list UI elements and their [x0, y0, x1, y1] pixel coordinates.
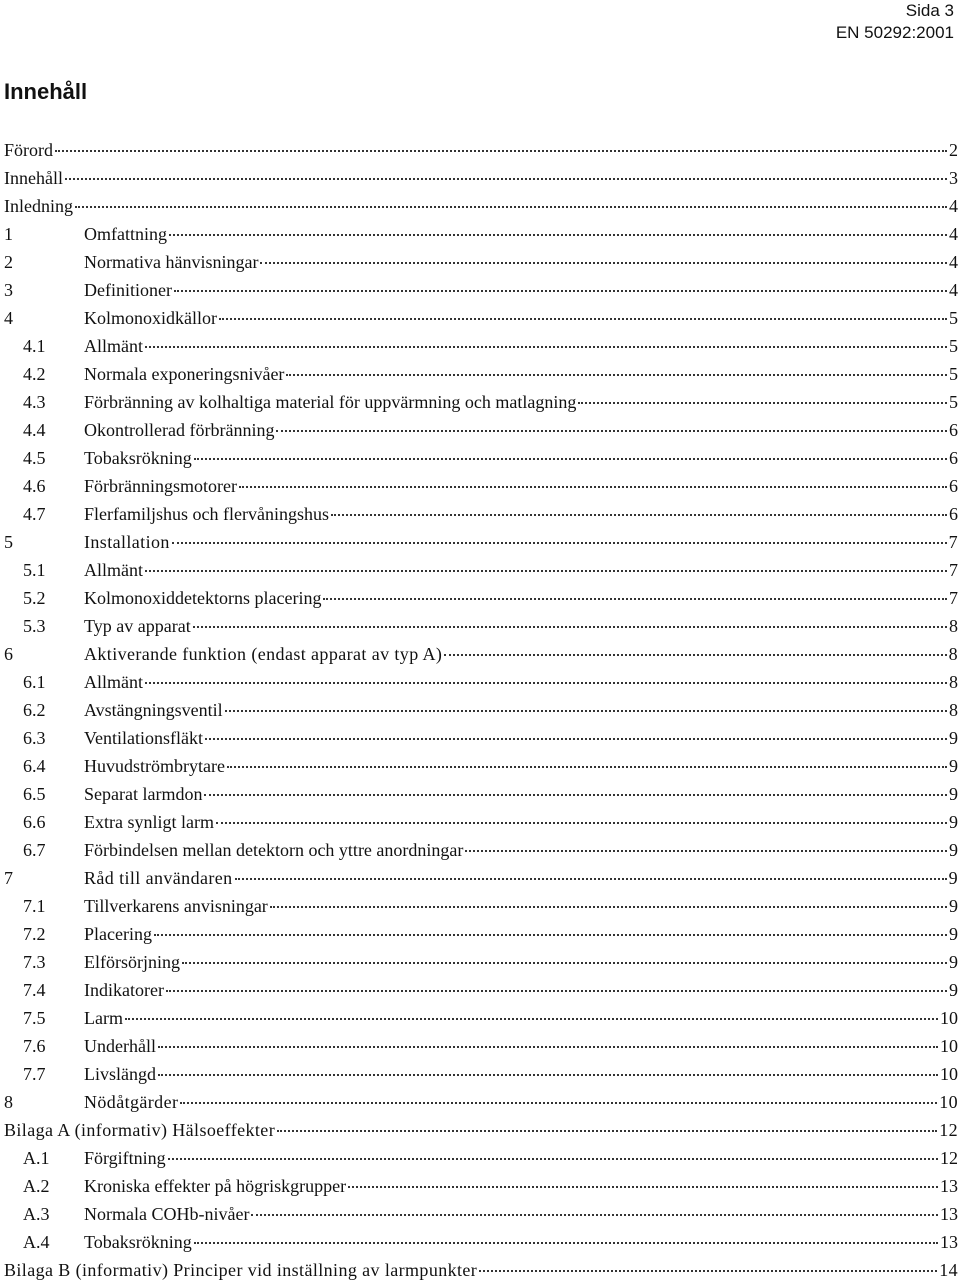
- toc-entry-page-number: 9: [949, 784, 958, 804]
- toc-dot-leader: [578, 401, 947, 404]
- toc-dot-leader: [219, 317, 947, 320]
- toc-entry-body: [84, 1032, 958, 1060]
- toc-dot-leader: [204, 793, 947, 796]
- toc-dot-leader: [158, 1073, 938, 1076]
- toc-dot-leader: [348, 1185, 938, 1188]
- toc-dot-leader: [479, 1269, 937, 1272]
- toc-dot-leader: [65, 177, 947, 180]
- toc-entry-body: [4, 1256, 958, 1284]
- toc-entry[interactable]: [0, 332, 960, 360]
- toc-entry-number: 7.7: [23, 1064, 46, 1084]
- toc-dot-leader: [216, 821, 947, 824]
- toc-entry-number: A.2: [23, 1176, 50, 1196]
- toc-entry-page-number: 10: [940, 1008, 958, 1028]
- toc-entry[interactable]: [0, 528, 960, 556]
- toc-entry-body: [84, 528, 958, 556]
- toc-entry-title: Bilaga B (informativ) Principer vid inställning av larmpunkter: [4, 1260, 478, 1280]
- toc-entry-page-number: 10: [940, 1064, 958, 1084]
- toc-entry-body: [84, 864, 958, 892]
- toc-entry[interactable]: [0, 892, 960, 920]
- toc-entry-number: 6.5: [23, 784, 46, 804]
- toc-entry[interactable]: [0, 164, 960, 192]
- toc-entry-page-number: 4: [949, 196, 958, 216]
- toc-entry-number: 6.6: [23, 812, 46, 832]
- toc-entry-body: [84, 1172, 958, 1200]
- toc-entry-page-number: 5: [949, 392, 958, 412]
- toc-entry[interactable]: [0, 472, 960, 500]
- toc-entry-title: Elförsörjning: [84, 952, 180, 972]
- toc-entry[interactable]: [0, 612, 960, 640]
- toc-entry-title: Allmänt: [84, 672, 143, 692]
- table-of-contents: [0, 136, 960, 1284]
- toc-dot-leader: [205, 737, 947, 740]
- toc-entry-number: 3: [4, 280, 13, 300]
- toc-entry[interactable]: [0, 668, 960, 696]
- toc-entry-page-number: 6: [949, 420, 958, 440]
- toc-entry-body: [84, 780, 958, 808]
- toc-entry-body: [4, 1116, 958, 1144]
- toc-entry-body: [84, 920, 958, 948]
- toc-entry-page-number: 8: [949, 700, 958, 720]
- toc-entry[interactable]: [0, 640, 960, 668]
- toc-entry[interactable]: [0, 276, 960, 304]
- toc-entry-title: Installation: [84, 532, 170, 552]
- toc-dot-leader: [194, 1241, 938, 1244]
- toc-entry[interactable]: [0, 304, 960, 332]
- toc-entry[interactable]: [0, 1172, 960, 1200]
- toc-entry-body: [84, 668, 958, 696]
- toc-entry-number: 6.3: [23, 728, 46, 748]
- toc-dot-leader: [270, 905, 947, 908]
- toc-entry-page-number: 9: [949, 840, 958, 860]
- toc-entry[interactable]: [0, 584, 960, 612]
- toc-entry-page-number: 9: [949, 812, 958, 832]
- toc-dot-leader: [154, 933, 947, 936]
- toc-entry-page-number: 9: [949, 924, 958, 944]
- toc-dot-leader: [174, 289, 947, 292]
- toc-dot-leader: [323, 597, 947, 600]
- toc-entry-title: Flerfamiljshus och flervåningshus: [84, 504, 329, 524]
- toc-entry-number: 4.4: [23, 420, 46, 440]
- toc-entry-page-number: 7: [948, 532, 958, 552]
- toc-entry-title: Okontrollerad förbränning: [84, 420, 275, 440]
- toc-entry-body: [84, 612, 958, 640]
- toc-entry-body: [84, 500, 958, 528]
- toc-dot-leader: [158, 1045, 938, 1048]
- toc-entry-number: 4.5: [23, 448, 46, 468]
- toc-entry-page-number: 9: [949, 896, 958, 916]
- toc-entry-page-number: 6: [949, 448, 958, 468]
- toc-entry-title: Tobaksrökning: [84, 448, 192, 468]
- toc-entry-number: 7.5: [23, 1008, 46, 1028]
- toc-entry[interactable]: [0, 388, 960, 416]
- toc-dot-leader: [465, 849, 947, 852]
- toc-entry[interactable]: [0, 1004, 960, 1032]
- toc-entry-title: Normala exponeringsnivåer: [84, 364, 285, 384]
- toc-entry[interactable]: [0, 192, 960, 220]
- toc-entry-title: Allmänt: [84, 336, 143, 356]
- toc-entry-title: Allmänt: [84, 560, 143, 580]
- toc-entry-page-number: 5: [949, 364, 958, 384]
- toc-dot-leader: [169, 233, 947, 236]
- toc-entry-body: [84, 948, 958, 976]
- toc-entry-body: [84, 724, 958, 752]
- toc-entry-body: [84, 1144, 958, 1172]
- toc-entry-page-number: 4: [949, 252, 958, 272]
- toc-entry-title: Normala COHb-nivåer: [84, 1204, 250, 1224]
- toc-entry-title: Omfattning: [84, 224, 167, 244]
- toc-entry-page-number: 7: [949, 588, 958, 608]
- toc-entry-body: [84, 696, 958, 724]
- toc-entry-number: 4: [4, 308, 13, 328]
- toc-entry-body: [84, 1088, 958, 1116]
- toc-entry-page-number: 6: [949, 476, 958, 496]
- toc-entry[interactable]: [0, 1228, 960, 1256]
- toc-entry-page-number: 13: [940, 1204, 958, 1224]
- toc-entry-body: [84, 276, 958, 304]
- toc-entry-number: 6.1: [23, 672, 46, 692]
- toc-entry-title: Förgiftning: [84, 1148, 166, 1168]
- toc-entry[interactable]: [0, 808, 960, 836]
- toc-entry-title: Förbindelsen mellan detektorn och yttre anordningar: [84, 840, 464, 860]
- toc-entry-number: 2: [4, 252, 13, 272]
- toc-dot-leader: [331, 513, 947, 516]
- toc-entry-title: Inledning: [4, 196, 73, 216]
- toc-entry-page-number: 8: [948, 644, 958, 664]
- toc-entry-title: Kroniska effekter på högriskgrupper: [84, 1176, 347, 1196]
- toc-entry[interactable]: [0, 1256, 960, 1284]
- toc-dot-leader: [55, 149, 947, 152]
- toc-entry-page-number: 9: [948, 868, 958, 888]
- toc-entry[interactable]: [0, 220, 960, 248]
- toc-entry-number: 4.3: [23, 392, 46, 412]
- toc-entry-number: 7.1: [23, 896, 46, 916]
- toc-entry[interactable]: [0, 556, 960, 584]
- toc-dot-leader: [276, 429, 947, 432]
- toc-entry-title: Indikatorer: [84, 980, 164, 1000]
- toc-entry-title: Förbränningsmotorer: [84, 476, 237, 496]
- toc-entry-body: [4, 164, 958, 192]
- toc-entry-number: 7.2: [23, 924, 46, 944]
- toc-entry-title: Larm: [84, 1008, 123, 1028]
- toc-entry-body: [84, 248, 958, 276]
- toc-entry-title: Kolmonoxiddetektorns placering: [84, 588, 322, 608]
- toc-entry-number: 1: [4, 224, 13, 244]
- toc-entry-page-number: 8: [949, 616, 958, 636]
- toc-entry-title: Definitioner: [84, 280, 172, 300]
- toc-entry-page-number: 9: [949, 728, 958, 748]
- toc-entry-number: 7.6: [23, 1036, 46, 1056]
- toc-entry-body: [84, 472, 958, 500]
- toc-entry-number: 6.4: [23, 756, 46, 776]
- toc-entry-page-number: 12: [940, 1148, 958, 1168]
- toc-entry-number: 7.3: [23, 952, 46, 972]
- toc-entry-body: [84, 752, 958, 780]
- toc-entry-number: 5.1: [23, 560, 46, 580]
- toc-entry[interactable]: [0, 136, 960, 164]
- toc-entry-number: A.1: [23, 1148, 50, 1168]
- toc-entry[interactable]: [0, 1088, 960, 1116]
- toc-entry-number: 5.3: [23, 616, 46, 636]
- toc-entry-body: [84, 1200, 958, 1228]
- toc-entry-number: 5: [4, 532, 13, 552]
- toc-entry[interactable]: [0, 920, 960, 948]
- toc-entry-title: Underhåll: [84, 1036, 156, 1056]
- toc-entry-body: [4, 192, 958, 220]
- toc-entry-page-number: 13: [940, 1176, 958, 1196]
- toc-entry-page-number: 7: [949, 560, 958, 580]
- toc-entry-body: [84, 556, 958, 584]
- toc-dot-leader: [145, 345, 947, 348]
- toc-entry[interactable]: [0, 1200, 960, 1228]
- toc-dot-leader: [277, 1129, 937, 1132]
- toc-entry-title: Livslängd: [84, 1064, 156, 1084]
- toc-entry-body: [84, 836, 958, 864]
- toc-entry-number: 8: [4, 1092, 13, 1112]
- toc-entry-body: [84, 444, 958, 472]
- toc-entry-title: Typ av apparat: [84, 616, 191, 636]
- toc-dot-leader: [227, 765, 947, 768]
- toc-entry-page-number: 9: [949, 980, 958, 1000]
- toc-dot-leader: [168, 1157, 938, 1160]
- toc-entry-title: Placering: [84, 924, 152, 944]
- toc-entry-title: Innehåll: [4, 168, 63, 188]
- toc-entry-body: [84, 220, 958, 248]
- toc-entry-title: Råd till användaren: [84, 868, 233, 888]
- toc-dot-leader: [145, 569, 947, 572]
- toc-entry-body: [84, 416, 958, 444]
- toc-entry-number: 7.4: [23, 980, 46, 1000]
- toc-entry-page-number: 3: [949, 168, 958, 188]
- toc-entry-body: [84, 808, 958, 836]
- toc-entry[interactable]: [0, 1144, 960, 1172]
- toc-entry-title: Bilaga A (informativ) Hälsoeffekter: [4, 1120, 276, 1140]
- toc-entry-number: 6: [4, 644, 13, 664]
- toc-dot-leader: [193, 625, 947, 628]
- toc-entry-title: Förbränning av kolhaltiga material för uppvärmning och matlagning: [84, 392, 577, 412]
- toc-entry-body: [4, 136, 958, 164]
- toc-entry-number: 4.6: [23, 476, 46, 496]
- toc-entry-title: Tobaksrökning: [84, 1232, 192, 1252]
- toc-entry-body: [84, 1004, 958, 1032]
- toc-dot-leader: [172, 541, 947, 544]
- toc-entry-body: [84, 584, 958, 612]
- toc-entry[interactable]: [0, 1032, 960, 1060]
- toc-entry[interactable]: [0, 248, 960, 276]
- toc-dot-leader: [145, 681, 947, 684]
- toc-entry[interactable]: [0, 500, 960, 528]
- toc-entry-number: 4.1: [23, 336, 46, 356]
- toc-entry-page-number: 12: [939, 1120, 958, 1140]
- toc-entry-number: A.3: [23, 1204, 50, 1224]
- toc-entry-page-number: 10: [940, 1036, 958, 1056]
- toc-entry-page-number: 5: [949, 308, 958, 328]
- toc-dot-leader: [260, 261, 947, 264]
- toc-entry-page-number: 14: [939, 1260, 958, 1280]
- toc-dot-leader: [239, 485, 947, 488]
- page-header: [836, 0, 954, 44]
- toc-dot-leader: [251, 1213, 938, 1216]
- toc-entry-title: Huvudströmbrytare: [84, 756, 225, 776]
- toc-dot-leader: [75, 205, 947, 208]
- toc-entry-title: Avstängningsventil: [84, 700, 223, 720]
- toc-entry-number: 7: [4, 868, 13, 888]
- toc-entry-number: 6.7: [23, 840, 46, 860]
- toc-dot-leader: [182, 961, 947, 964]
- toc-entry-title: Ventilationsfläkt: [84, 728, 203, 748]
- toc-entry[interactable]: [0, 836, 960, 864]
- toc-entry[interactable]: [0, 696, 960, 724]
- toc-entry-page-number: 4: [949, 280, 958, 300]
- toc-dot-leader: [235, 877, 947, 880]
- toc-entry-number: 5.2: [23, 588, 46, 608]
- toc-entry[interactable]: [0, 1060, 960, 1088]
- toc-entry-body: [84, 388, 958, 416]
- toc-entry-page-number: 2: [949, 140, 958, 160]
- toc-entry-page-number: 13: [940, 1232, 958, 1252]
- toc-entry-number: 6.2: [23, 700, 46, 720]
- toc-entry-body: [84, 640, 958, 668]
- toc-dot-leader: [286, 373, 947, 376]
- toc-entry-page-number: 5: [949, 336, 958, 356]
- toc-entry[interactable]: [0, 864, 960, 892]
- toc-dot-leader: [180, 1101, 937, 1104]
- toc-entry-number: A.4: [23, 1232, 50, 1252]
- page-title: Innehåll: [4, 79, 88, 104]
- toc-entry-number: 4.7: [23, 504, 46, 524]
- toc-entry-body: [84, 360, 958, 388]
- toc-entry-page-number: 4: [949, 224, 958, 244]
- toc-entry-title: Extra synligt larm: [84, 812, 214, 832]
- toc-entry-title: Tillverkarens anvisningar: [84, 896, 268, 916]
- toc-entry-body: [84, 892, 958, 920]
- toc-entry-body: [84, 304, 958, 332]
- toc-entry-page-number: 8: [949, 672, 958, 692]
- toc-entry-body: [84, 1228, 958, 1256]
- toc-entry[interactable]: [0, 948, 960, 976]
- toc-entry-page-number: 9: [949, 756, 958, 776]
- toc-entry[interactable]: [0, 752, 960, 780]
- page-number-label: Sida 3: [905, 1, 954, 20]
- toc-entry-title: Förord: [4, 140, 53, 160]
- toc-entry[interactable]: [0, 444, 960, 472]
- toc-dot-leader: [125, 1017, 938, 1020]
- toc-dot-leader: [444, 653, 946, 656]
- toc-dot-leader: [166, 989, 947, 992]
- standard-identifier: EN 50292:2001: [835, 23, 954, 42]
- toc-entry[interactable]: [0, 416, 960, 444]
- toc-entry-title: Nödåtgärder: [84, 1092, 179, 1112]
- toc-dot-leader: [225, 709, 947, 712]
- toc-entry[interactable]: [0, 976, 960, 1004]
- toc-entry-title: Aktiverande funktion (endast apparat av typ A): [84, 644, 443, 664]
- toc-entry[interactable]: [0, 780, 960, 808]
- toc-entry-title: Normativa hänvisningar: [84, 252, 259, 272]
- toc-entry[interactable]: [0, 724, 960, 752]
- toc-entry[interactable]: [0, 360, 960, 388]
- toc-dot-leader: [194, 457, 947, 460]
- toc-entry-body: [84, 976, 958, 1004]
- toc-entry-title: Kolmonoxidkällor: [84, 308, 217, 328]
- toc-entry-body: [84, 332, 958, 360]
- toc-entry-page-number: 10: [939, 1092, 958, 1112]
- toc-entry-body: [84, 1060, 958, 1088]
- toc-entry-title: Separat larmdon: [84, 784, 203, 804]
- toc-entry-number: 4.2: [23, 364, 46, 384]
- toc-entry[interactable]: [0, 1116, 960, 1144]
- toc-entry-page-number: 9: [949, 952, 958, 972]
- toc-entry-page-number: 6: [949, 504, 958, 524]
